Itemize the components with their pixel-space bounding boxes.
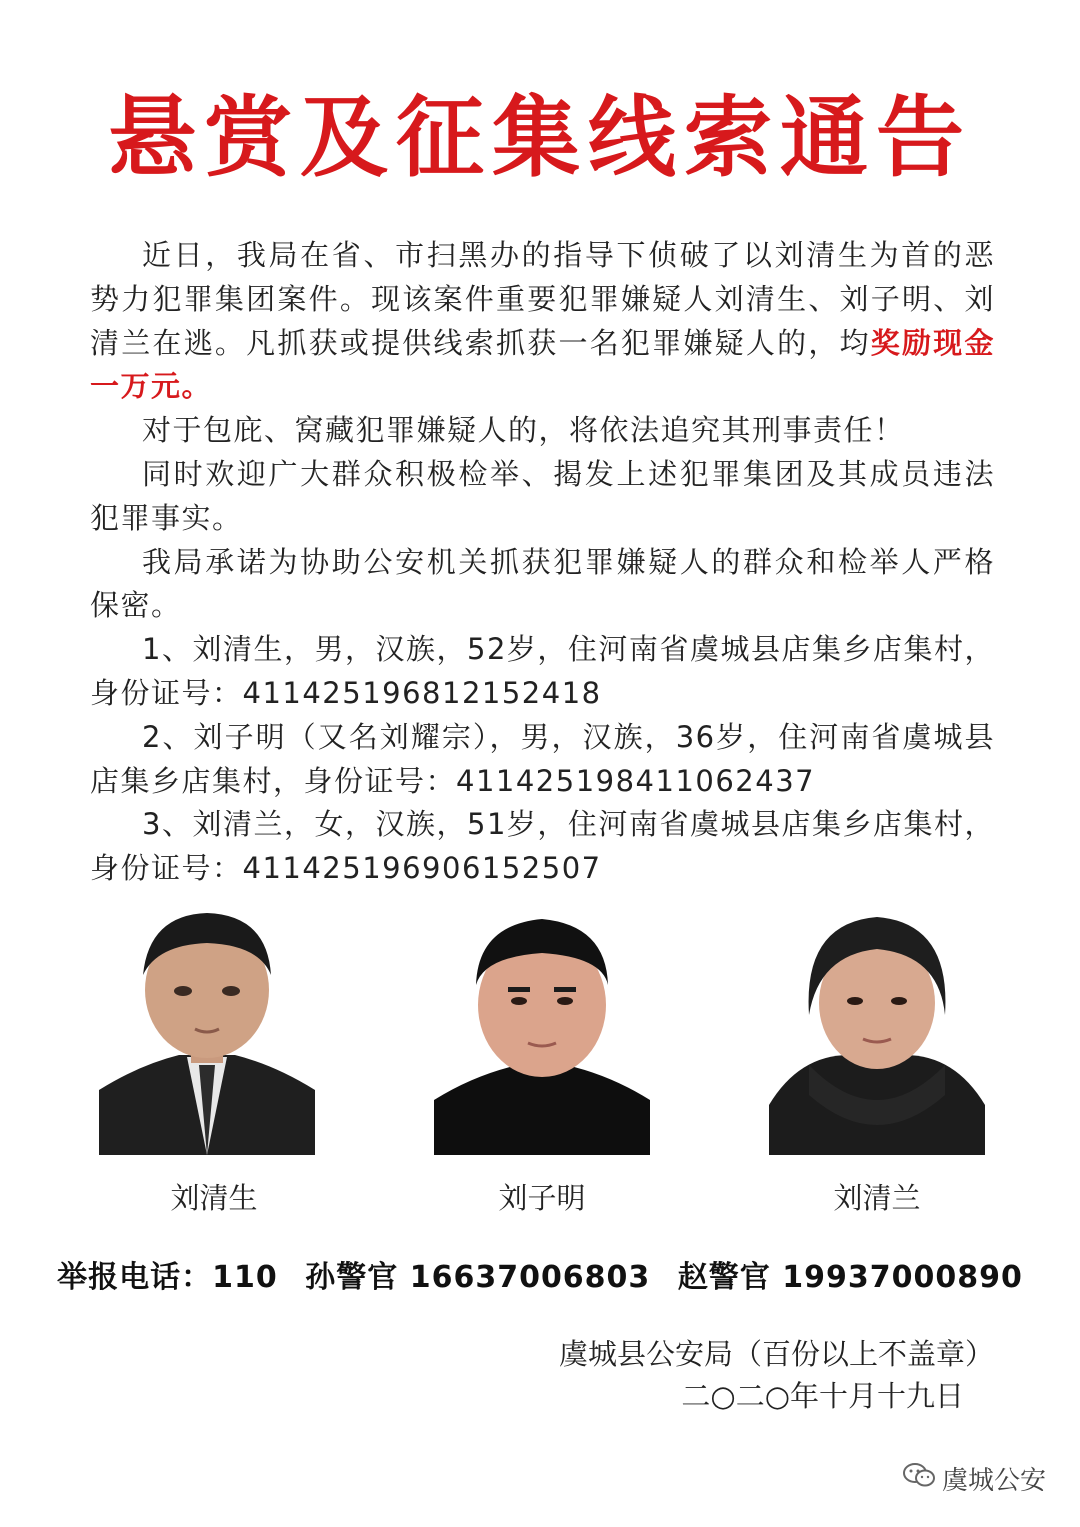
reward-highlight: 奖励现金一万元。 xyxy=(90,325,995,404)
suspect-caption-3: 刘清兰 xyxy=(833,1181,921,1215)
paragraph-report: 同时欢迎广大群众积极检举、揭发上述犯罪集团及其成员违法犯罪事实。 xyxy=(90,456,995,535)
suspect-photo-2 xyxy=(434,905,650,1155)
wechat-icon xyxy=(902,1461,936,1496)
notice-body xyxy=(90,234,995,891)
watermark xyxy=(902,1460,1046,1497)
paragraph-intro xyxy=(90,234,995,409)
paragraph-harboring: 对于包庇、窝藏犯罪嫌疑人的，将依法追究其刑事责任！ xyxy=(142,413,905,448)
suspect-2-info: 2、刘子明（又名刘耀宗），男，汉族，36岁，住河南省虞城县店集乡店集村，身份证号：411425198411062437 xyxy=(90,719,995,798)
intro-text: 近日，我局在省、市扫黑办的指导下侦破了以刘清生为首的恶势力犯罪集团案件。现该案件重要犯罪嫌疑人刘清生、刘子明、刘清兰在逃。凡抓获或提供线索抓获一名犯罪嫌疑人的，均 xyxy=(90,238,995,360)
issuer: 虞城县公安局（百份以上不盖章） xyxy=(558,1337,994,1371)
suspect-photo-1 xyxy=(99,905,315,1155)
suspect-caption-1: 刘清生 xyxy=(170,1181,258,1215)
notice-title: 悬赏及征集线索通告 xyxy=(107,86,972,189)
issue-date: 二○二○年十月十九日 xyxy=(681,1379,964,1413)
suspect-1-info: 1、刘清生，男，汉族，52岁，住河南省虞城县店集乡店集村，身份证号：411425196812152418 xyxy=(90,632,995,710)
suspect-photo-3 xyxy=(769,905,985,1155)
officer-zhao-phone: 赵警官 19937000890 xyxy=(677,1260,1023,1295)
hotline-label: 举报电话：110 xyxy=(57,1260,278,1295)
watermark-text: 虞城公安 xyxy=(941,1466,1046,1496)
suspect-3-info: 3、刘清兰，女，汉族，51岁，住河南省虞城县店集乡店集村，身份证号：411425196906152507 xyxy=(90,807,995,886)
officer-sun-phone: 孙警官 16637006803 xyxy=(305,1260,651,1295)
suspect-caption-2: 刘子明 xyxy=(498,1181,586,1215)
report-hotline xyxy=(0,1252,1080,1296)
paragraph-confidential: 我局承诺为协助公安机关抓获犯罪嫌疑人的群众和检举人严格保密。 xyxy=(90,544,995,623)
